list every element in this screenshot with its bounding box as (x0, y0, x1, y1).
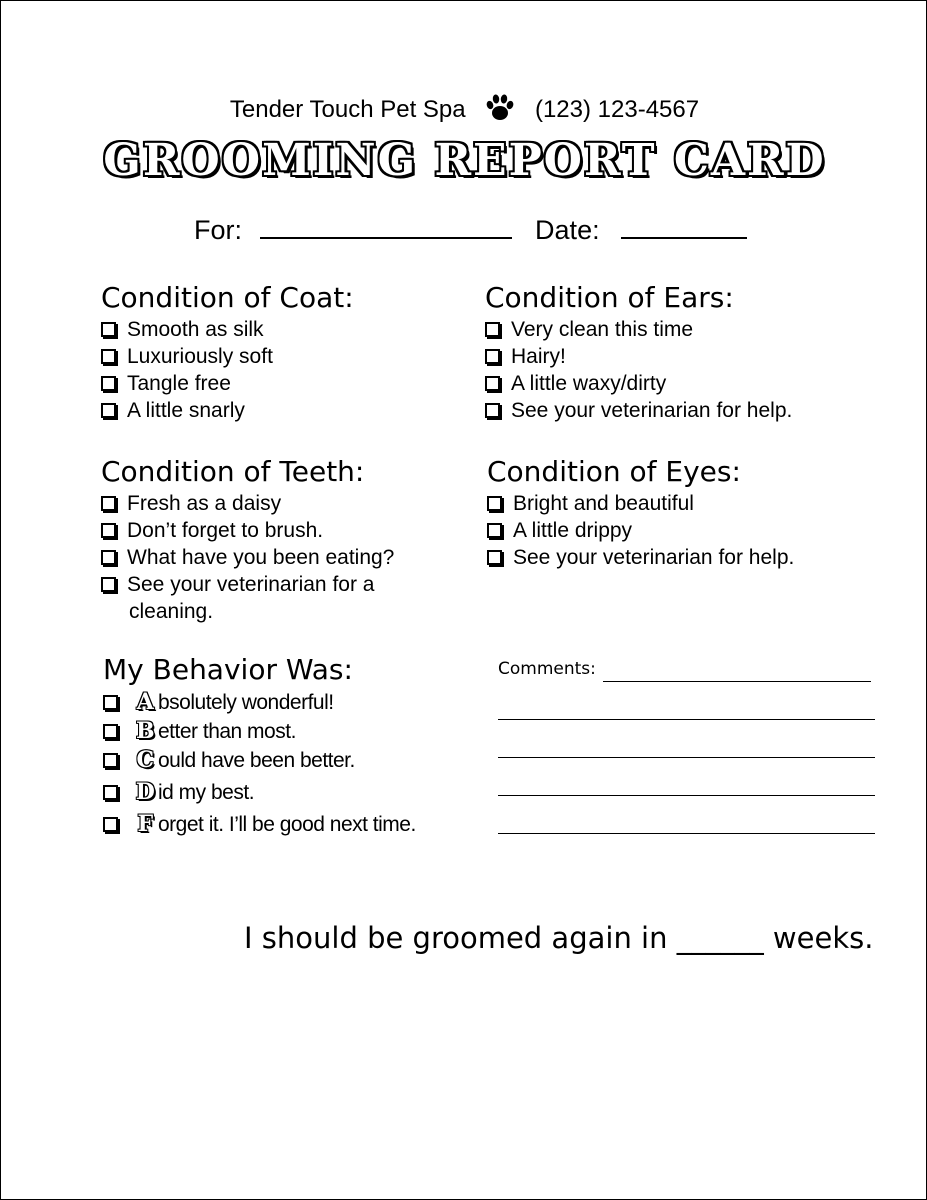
grade-letter: B (135, 718, 155, 744)
grade-letter: C (136, 747, 154, 773)
list-item[interactable]: Very clean this time (485, 316, 792, 343)
comment-line[interactable] (498, 719, 875, 720)
list-item[interactable]: A bsolutely wonderful! (103, 688, 416, 717)
comment-line[interactable] (498, 795, 875, 796)
list-item-continuation: cleaning. (129, 600, 214, 623)
list-item[interactable]: Tangle free (101, 370, 354, 397)
paw-print-icon (482, 93, 518, 119)
list-item[interactable]: A little drippy (487, 517, 794, 544)
ears-heading: Condition of Ears: (485, 281, 734, 314)
comment-line[interactable] (498, 833, 875, 834)
header-line (1, 93, 927, 124)
checkbox[interactable] (101, 523, 116, 538)
behavior-section (103, 653, 416, 839)
checkbox[interactable] (101, 376, 116, 391)
ears-list (485, 316, 792, 424)
checkbox[interactable] (485, 349, 500, 364)
checkbox[interactable] (101, 349, 116, 364)
comments-label: Comments: (498, 659, 596, 679)
eyes-section (487, 455, 794, 571)
grade-letter: D (135, 779, 155, 805)
regroom-line (244, 921, 873, 955)
checkbox[interactable] (485, 322, 500, 337)
list-item[interactable]: See your veterinarian for help. (487, 544, 794, 571)
list-item[interactable]: See your veterinarian for a (101, 571, 394, 598)
list-item[interactable]: B etter than most. (103, 717, 416, 746)
grade-letter: F (137, 811, 153, 837)
checkbox[interactable] (103, 817, 118, 832)
checkbox[interactable] (101, 577, 116, 592)
checkbox[interactable] (485, 376, 500, 391)
coat-list (101, 316, 354, 424)
eyes-heading: Condition of Eyes: (487, 455, 741, 488)
grade-letter: A (136, 689, 154, 715)
list-item[interactable]: Hairy! (485, 343, 792, 370)
list-item[interactable]: What have you been eating? (101, 544, 394, 571)
comment-line[interactable] (498, 757, 875, 758)
teeth-heading: Condition of Teeth: (101, 455, 365, 488)
coat-heading: Condition of Coat: (101, 281, 354, 314)
checkbox[interactable] (101, 403, 116, 418)
list-item[interactable]: Fresh as a daisy (101, 490, 394, 517)
page-title: GROOMING REPORT CARD (103, 135, 826, 186)
list-item[interactable]: D id my best. (103, 778, 416, 807)
list-item[interactable]: A little waxy/dirty (485, 370, 792, 397)
ears-section (485, 281, 792, 424)
list-item[interactable]: A little snarly (101, 397, 354, 424)
checkbox[interactable] (487, 523, 502, 538)
for-field[interactable] (260, 215, 512, 239)
checkbox[interactable] (101, 322, 116, 337)
list-item[interactable]: See your veterinarian for help. (485, 397, 792, 424)
checkbox[interactable] (103, 753, 118, 768)
regroom-suffix: weeks. (772, 921, 874, 955)
regroom-prefix: I should be groomed again in (244, 921, 668, 955)
behavior-list (103, 688, 416, 839)
checkbox[interactable] (487, 496, 502, 511)
checkbox[interactable] (487, 550, 502, 565)
date-field[interactable] (621, 215, 747, 239)
phone-number: (123) 123-4567 (534, 96, 700, 123)
teeth-list (101, 490, 394, 625)
for-date-row (194, 215, 747, 246)
checkbox[interactable] (103, 724, 118, 739)
checkbox[interactable] (103, 695, 118, 710)
list-item[interactable]: Smooth as silk (101, 316, 354, 343)
list-item[interactable]: Luxuriously soft (101, 343, 354, 370)
checkbox[interactable] (101, 550, 116, 565)
business-name: Tender Touch Pet Spa (229, 96, 466, 123)
behavior-heading: My Behavior Was: (103, 653, 353, 686)
checkbox[interactable] (101, 496, 116, 511)
list-item[interactable]: F orget it. I’ll be good next time. (103, 810, 416, 839)
for-label: For: (194, 215, 243, 245)
checkbox[interactable] (485, 403, 500, 418)
coat-section (101, 281, 354, 424)
list-item[interactable]: C ould have been better. (103, 746, 416, 775)
checkbox[interactable] (103, 785, 118, 800)
date-label: Date: (535, 215, 600, 245)
teeth-section (101, 455, 394, 625)
regroom-weeks-field[interactable]: ______ (676, 921, 764, 955)
list-item[interactable]: Bright and beautiful (487, 490, 794, 517)
eyes-list (487, 490, 794, 571)
list-item[interactable]: Don’t forget to brush. (101, 517, 394, 544)
comment-line[interactable] (603, 681, 871, 682)
